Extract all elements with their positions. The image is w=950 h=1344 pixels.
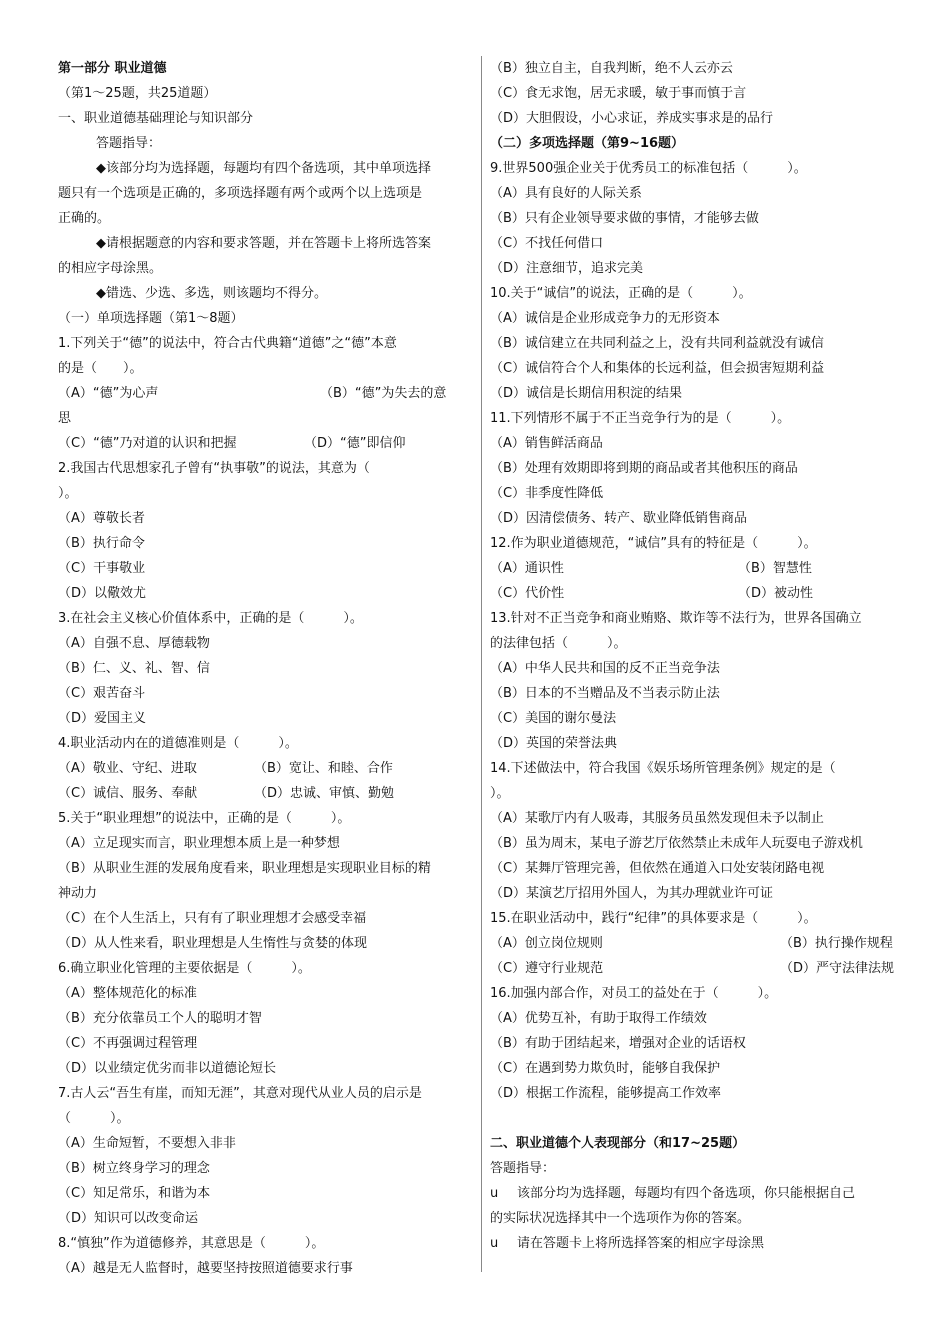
option: （B）独立自主，自我判断，绝不人云亦云 (490, 61, 733, 76)
option: （A）敬业、守纪、进取 (58, 761, 197, 776)
question-text: 3.在社会主义核心价值体系中，正确的是（ ）。 (58, 611, 363, 626)
question-text: 5.关于“职业理想”的说法中，正确的是（ ）。 (58, 811, 351, 826)
option: （C）在遇到势力欺负时，能够自我保护 (490, 1061, 721, 1076)
option: （B）执行操作规程 (780, 936, 893, 951)
option: （A）整体规范化的标准 (58, 986, 197, 1001)
option: （B）树立终身学习的理念 (58, 1161, 210, 1176)
guide-text: 该部分均为选择题，每题均有四个备选项，你只能根据自己 (504, 1186, 856, 1201)
option: （D）根据工作流程，能够提高工作效率 (490, 1086, 722, 1101)
option: （D）注意细节，追求完美 (490, 261, 644, 276)
option: （C）美国的谢尔曼法 (490, 711, 617, 726)
guide-text: 请在答题卡上将所选择答案的相应字母涂黑 (504, 1236, 765, 1251)
option: （D）知识可以改变命运 (58, 1211, 199, 1226)
subsection-heading: （一）单项选择题（第1～8题） (58, 311, 244, 326)
guide-text: ◆请根据题意的内容和要求答题，并在答题卡上将所选答案 (96, 236, 431, 251)
question-text: ）。 (58, 486, 78, 501)
option: （A）创立岗位规则 (490, 936, 603, 951)
question-text: 15.在职业活动中，践行“纪律”的具体要求是（ ）。 (490, 911, 817, 926)
question-text: ）。 (490, 786, 510, 801)
option: （B）虽为周末，某电子游艺厅依然禁止未成年人玩耍电子游戏机 (490, 836, 863, 851)
part-title: 第一部分 职业道德 (58, 61, 167, 76)
option: （C）干事敬业 (58, 561, 146, 576)
option: （B）有助于团结起来，增强对企业的话语权 (490, 1036, 746, 1051)
option: （D）从人性来看，职业理想是人生惰性与贪婪的体现 (58, 936, 368, 951)
option: （C）知足常乐，和谐为本 (58, 1186, 211, 1201)
column-divider (481, 56, 482, 1272)
question-text: （ ）。 (58, 1111, 130, 1126)
question-text: 8.“慎独”作为道德修养，其意思是（ ）。 (58, 1236, 325, 1251)
option: （A）通识性 (490, 561, 564, 576)
guide-text: 的相应字母涂黑。 (58, 261, 163, 276)
option: （B）日本的不当赠品及不当表示防止法 (490, 686, 720, 701)
question-text: 16.加强内部合作，对员工的益处在于（ ）。 (490, 986, 778, 1001)
guide-label: 答题指导： (96, 136, 162, 151)
subsection-heading: （二）多项选择题（第9~16题） (490, 136, 685, 151)
option: （C）代价性 (490, 586, 565, 601)
option: （D）被动性 (738, 586, 814, 601)
option: （B）从职业生涯的发展角度看来，职业理想是实现职业目标的精 (58, 861, 431, 876)
option: （A）越是无人监督时，越要坚持按照道德要求行事 (58, 1261, 353, 1276)
option: （A）立足现实而言，职业理想本质上是一种梦想 (58, 836, 340, 851)
question-text: 10.关于“诚信”的说法，正确的是（ ）。 (490, 286, 752, 301)
question-text: 14.下述做法中，符合我国《娱乐场所管理条例》规定的是（ (490, 761, 836, 776)
guide-text: ◆该部分均为选择题，每题均有四个备选项，其中单项选择 (96, 161, 431, 176)
option: （D）大胆假设，小心求证，养成实事求是的品行 (490, 111, 774, 126)
option: （B）仁、义、礼、智、信 (58, 661, 210, 676)
question-text: 13.针对不正当竞争和商业贿赂、欺诈等不法行为，世界各国确立 (490, 611, 862, 626)
option: （C）艰苦奋斗 (58, 686, 146, 701)
option: （B）智慧性 (738, 561, 812, 576)
question-range: （第1～25题，共25道题） (58, 86, 217, 101)
question-text: 11.下列情形不属于不正当竞争行为的是（ ）。 (490, 411, 791, 426)
spacer (490, 1106, 905, 1131)
option: （C）非季度性降低 (490, 486, 604, 501)
section-heading: 二、职业道德个人表现部分（和17~25题） (490, 1136, 746, 1151)
option: （D）因清偿债务、转产、歇业降低销售商品 (490, 511, 748, 526)
guide-label: 答题指导： (490, 1161, 556, 1176)
question-text: 12.作为职业道德规范，“诚信”具有的特征是（ ）。 (490, 536, 817, 551)
guide-text: 题只有一个选项是正确的，多项选择题有两个或两个以上选项是 (58, 186, 423, 201)
bullet-icon: u (490, 1186, 499, 1201)
question-text: 7.古人云“吾生有崖，而知无涯”，其意对现代从业人员的启示是 (58, 1086, 422, 1101)
option: （B）处理有效期即将到期的商品或者其他积压的商品 (490, 461, 798, 476)
question-text: 的法律包括（ ）。 (490, 636, 627, 651)
option: （D）“德”即信仰 (304, 436, 406, 451)
option: （B）执行命令 (58, 536, 145, 551)
option: （B）“德”为失去的意 (320, 386, 447, 401)
option: （D）某演艺厅招用外国人，为其办理就业许可证 (490, 886, 774, 901)
option: （A）“德”为心声 (58, 386, 159, 401)
bullet-icon: u (490, 1236, 499, 1251)
question-text: 4.职业活动内在的道德准则是（ ）。 (58, 736, 298, 751)
option: （C）不找任何借口 (490, 236, 604, 251)
option: （C）“德”乃对道的认识和把握 (58, 436, 237, 451)
option: （A）诚信是企业形成竞争力的无形资本 (490, 311, 720, 326)
question-text: 9.世界500强企业关于优秀员工的标准包括（ ）。 (490, 161, 807, 176)
option: （A）尊敬长者 (58, 511, 145, 526)
option: 神动力 (58, 886, 98, 901)
option: （D）爱国主义 (58, 711, 147, 726)
option: （B）宽让、和睦、合作 (254, 761, 393, 776)
option: （A）自强不息、厚德载物 (58, 636, 210, 651)
option: （D）以儆效尤 (58, 586, 147, 601)
option: （D）忠诚、审慎、勤勉 (254, 786, 395, 801)
option: 思 (58, 411, 72, 426)
guide-text: 正确的。 (58, 211, 111, 226)
option: （D）英国的荣誉法典 (490, 736, 618, 751)
option: （D）以业绩定优劣而非以道德论短长 (58, 1061, 277, 1076)
option: （A）具有良好的人际关系 (490, 186, 642, 201)
right-column (490, 56, 905, 1256)
option: （A）优势互补，有助于取得工作绩效 (490, 1011, 707, 1026)
question-text: 1.下列关于“德”的说法中，符合古代典籍“道德”之“德”本意 (58, 336, 397, 351)
option: （C）诚信、服务、奉献 (58, 786, 198, 801)
option: （A）某歌厅内有人吸毒，其服务员虽然发现但未予以制止 (490, 811, 824, 826)
option: （C）诚信符合个人和集体的长远利益，但会损害短期利益 (490, 361, 825, 376)
guide-text: 的实际状况选择其中一个选项作为你的答案。 (490, 1211, 751, 1226)
question-text: 的是（ ）。 (58, 361, 143, 376)
option: （D）严守法律法规 (780, 961, 895, 976)
option: （C）不再强调过程管理 (58, 1036, 198, 1051)
option: （B）只有企业领导要求做的事情，才能够去做 (490, 211, 759, 226)
option: （A）销售鲜活商品 (490, 436, 603, 451)
left-column (58, 56, 474, 1281)
option: （A）中华人民共和国的反不正当竞争法 (490, 661, 720, 676)
section-heading: 一、职业道德基础理论与知识部分 (58, 111, 254, 126)
question-text: 6.确立职业化管理的主要依据是（ ）。 (58, 961, 311, 976)
option: （C）某舞厅管理完善，但依然在通道入口处安装闭路电视 (490, 861, 825, 876)
question-text: 2.我国古代思想家孔子曾有“执事敬”的说法，其意为（ (58, 461, 370, 476)
option: （C）在个人生活上，只有有了职业理想才会感受幸福 (58, 911, 367, 926)
option: （B）诚信建立在共同利益之上，没有共同利益就没有诚信 (490, 336, 824, 351)
guide-text: ◆错选、少选、多选，则该题均不得分。 (96, 286, 327, 301)
option: （C）食无求饱，居无求暖，敏于事而慎于言 (490, 86, 747, 101)
option: （D）诚信是长期信用积淀的结果 (490, 386, 683, 401)
option: （C）遵守行业规范 (490, 961, 604, 976)
option: （B）充分依靠员工个人的聪明才智 (58, 1011, 262, 1026)
option: （A）生命短暂，不要想入非非 (58, 1136, 236, 1151)
